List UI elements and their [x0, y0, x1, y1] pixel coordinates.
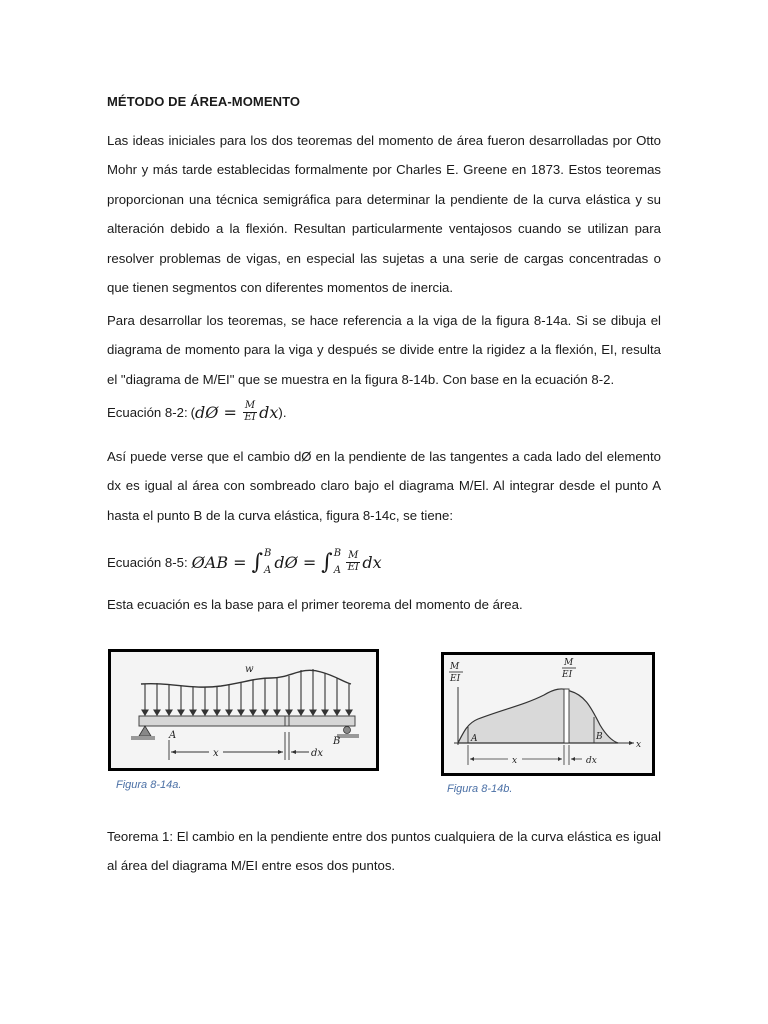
y-axis-denominator: EI	[450, 674, 461, 684]
figure-8-14b	[441, 652, 655, 776]
equation-8-5-upper-2: B	[333, 548, 342, 559]
theorem-1-paragraph: Teorema 1: El cambio en la pendiente entre dos puntos cualquiera de la curva elástica es igual al área del diagrama M/EI entre esos dos puntos.	[107, 829, 661, 874]
equation-8-2-denominator: EI	[244, 411, 256, 423]
equation-8-5-lower-2: A	[333, 565, 341, 576]
equation-8-5-middle: dØ =	[274, 552, 317, 572]
equation-8-5-limits-1	[264, 548, 271, 576]
equation-8-5-numerator: M	[348, 550, 359, 561]
roller-support-b	[344, 727, 351, 734]
diagram-point-b: B	[596, 732, 603, 742]
equation-8-2-numerator: M	[244, 400, 256, 411]
equation-8-2-formula	[195, 401, 278, 423]
element-numerator: M	[564, 658, 574, 668]
integral-sign-icon: ∫	[321, 549, 333, 575]
x-axis-label: x	[636, 740, 642, 750]
equation-8-5-limits-2	[334, 548, 341, 576]
equation-8-5-lower-1: A	[264, 565, 272, 576]
equation-8-5-label: Ecuación 8-5:	[107, 554, 188, 570]
point-b-label: B	[333, 736, 341, 747]
figure-8-14b-caption: Figura 8-14b.	[447, 783, 513, 795]
first-theorem-basis-paragraph: Esta ecuación es la base para el primer teorema del momento de área.	[107, 597, 523, 612]
intro-paragraph: Las ideas iniciales para los dos teoremas del momento de área fueron desarrolladas por Otto Mohr y más tarde establecidas formalmente por Charles E. Greene en 1873. Estos teoremas proporcionan una técnica semigráfica para determinar la pendiente de la curva elástica y su alteración debido a la flexión. Resultan particularmente ventajosos cuando se utilizan para resolver problemas de vigas, en especial las sujetas a una serie de cargas concentradas o que tienen segmentos con diferentes momentos de inercia.	[107, 133, 661, 296]
equation-8-2-lhs: dØ =	[195, 402, 237, 422]
load-w-label: w	[245, 664, 254, 675]
equation-8-5-rhs: dx	[362, 552, 382, 572]
diagram-dim-x: x	[512, 756, 518, 766]
beam	[139, 716, 355, 726]
equation-8-5-lhs: ØAB =	[191, 552, 247, 572]
point-a-label: A	[169, 730, 177, 741]
y-axis-numerator: M	[450, 662, 460, 672]
equation-8-2	[107, 394, 286, 430]
equation-8-2-close: ).	[278, 404, 287, 420]
theorem-development-paragraph: Para desarrollar los teoremas, se hace referencia a la viga de la figura 8-14a. Si se dibuja el diagrama de momento para la viga y después se divide entre la rigidez a la flexión, EI, resulta el "diagrama de M/EI" que se muestra en la figura 8-14b. Con base en la ecuación 8-2.	[107, 313, 661, 387]
equation-8-5-formula	[192, 548, 382, 576]
beam-diagram	[111, 652, 376, 768]
integration-paragraph: Así puede verse que el cambio dØ en la pendiente de las tangentes a cada lado del elemento dx es igual al área con sombreado claro bajo el diagrama M/El. Al integrar desde el punto A hasta el punto B de la curva elástica, figura 8-14c, se tiene:	[107, 449, 661, 523]
equation-8-5-denominator: EI	[347, 561, 359, 573]
dim-x-label: x	[213, 748, 219, 759]
figure-8-14a-caption: Figura 8-14a.	[116, 779, 182, 791]
element-denominator: EI	[562, 670, 573, 680]
m-ei-diagram	[444, 655, 652, 773]
equation-8-5-upper-1: B	[264, 548, 272, 559]
dim-dx-label: dx	[311, 748, 324, 759]
ground-a	[131, 736, 155, 740]
equation-8-5-fraction	[346, 551, 360, 573]
equation-8-2-open: (	[190, 404, 196, 420]
diagram-dim-dx: dx	[586, 756, 597, 766]
document-title: MÉTODO DE ÁREA-MOMENTO	[107, 94, 301, 109]
diagram-point-a: A	[471, 734, 478, 744]
equation-8-2-label: Ecuación 8-2:	[107, 404, 188, 420]
element-strip	[564, 689, 569, 743]
equation-8-2-fraction	[243, 401, 257, 423]
figure-8-14a	[108, 649, 379, 771]
equation-8-2-rhs: dx	[259, 402, 279, 422]
integral-sign-icon: ∫	[251, 549, 264, 575]
equation-8-5	[107, 542, 382, 582]
